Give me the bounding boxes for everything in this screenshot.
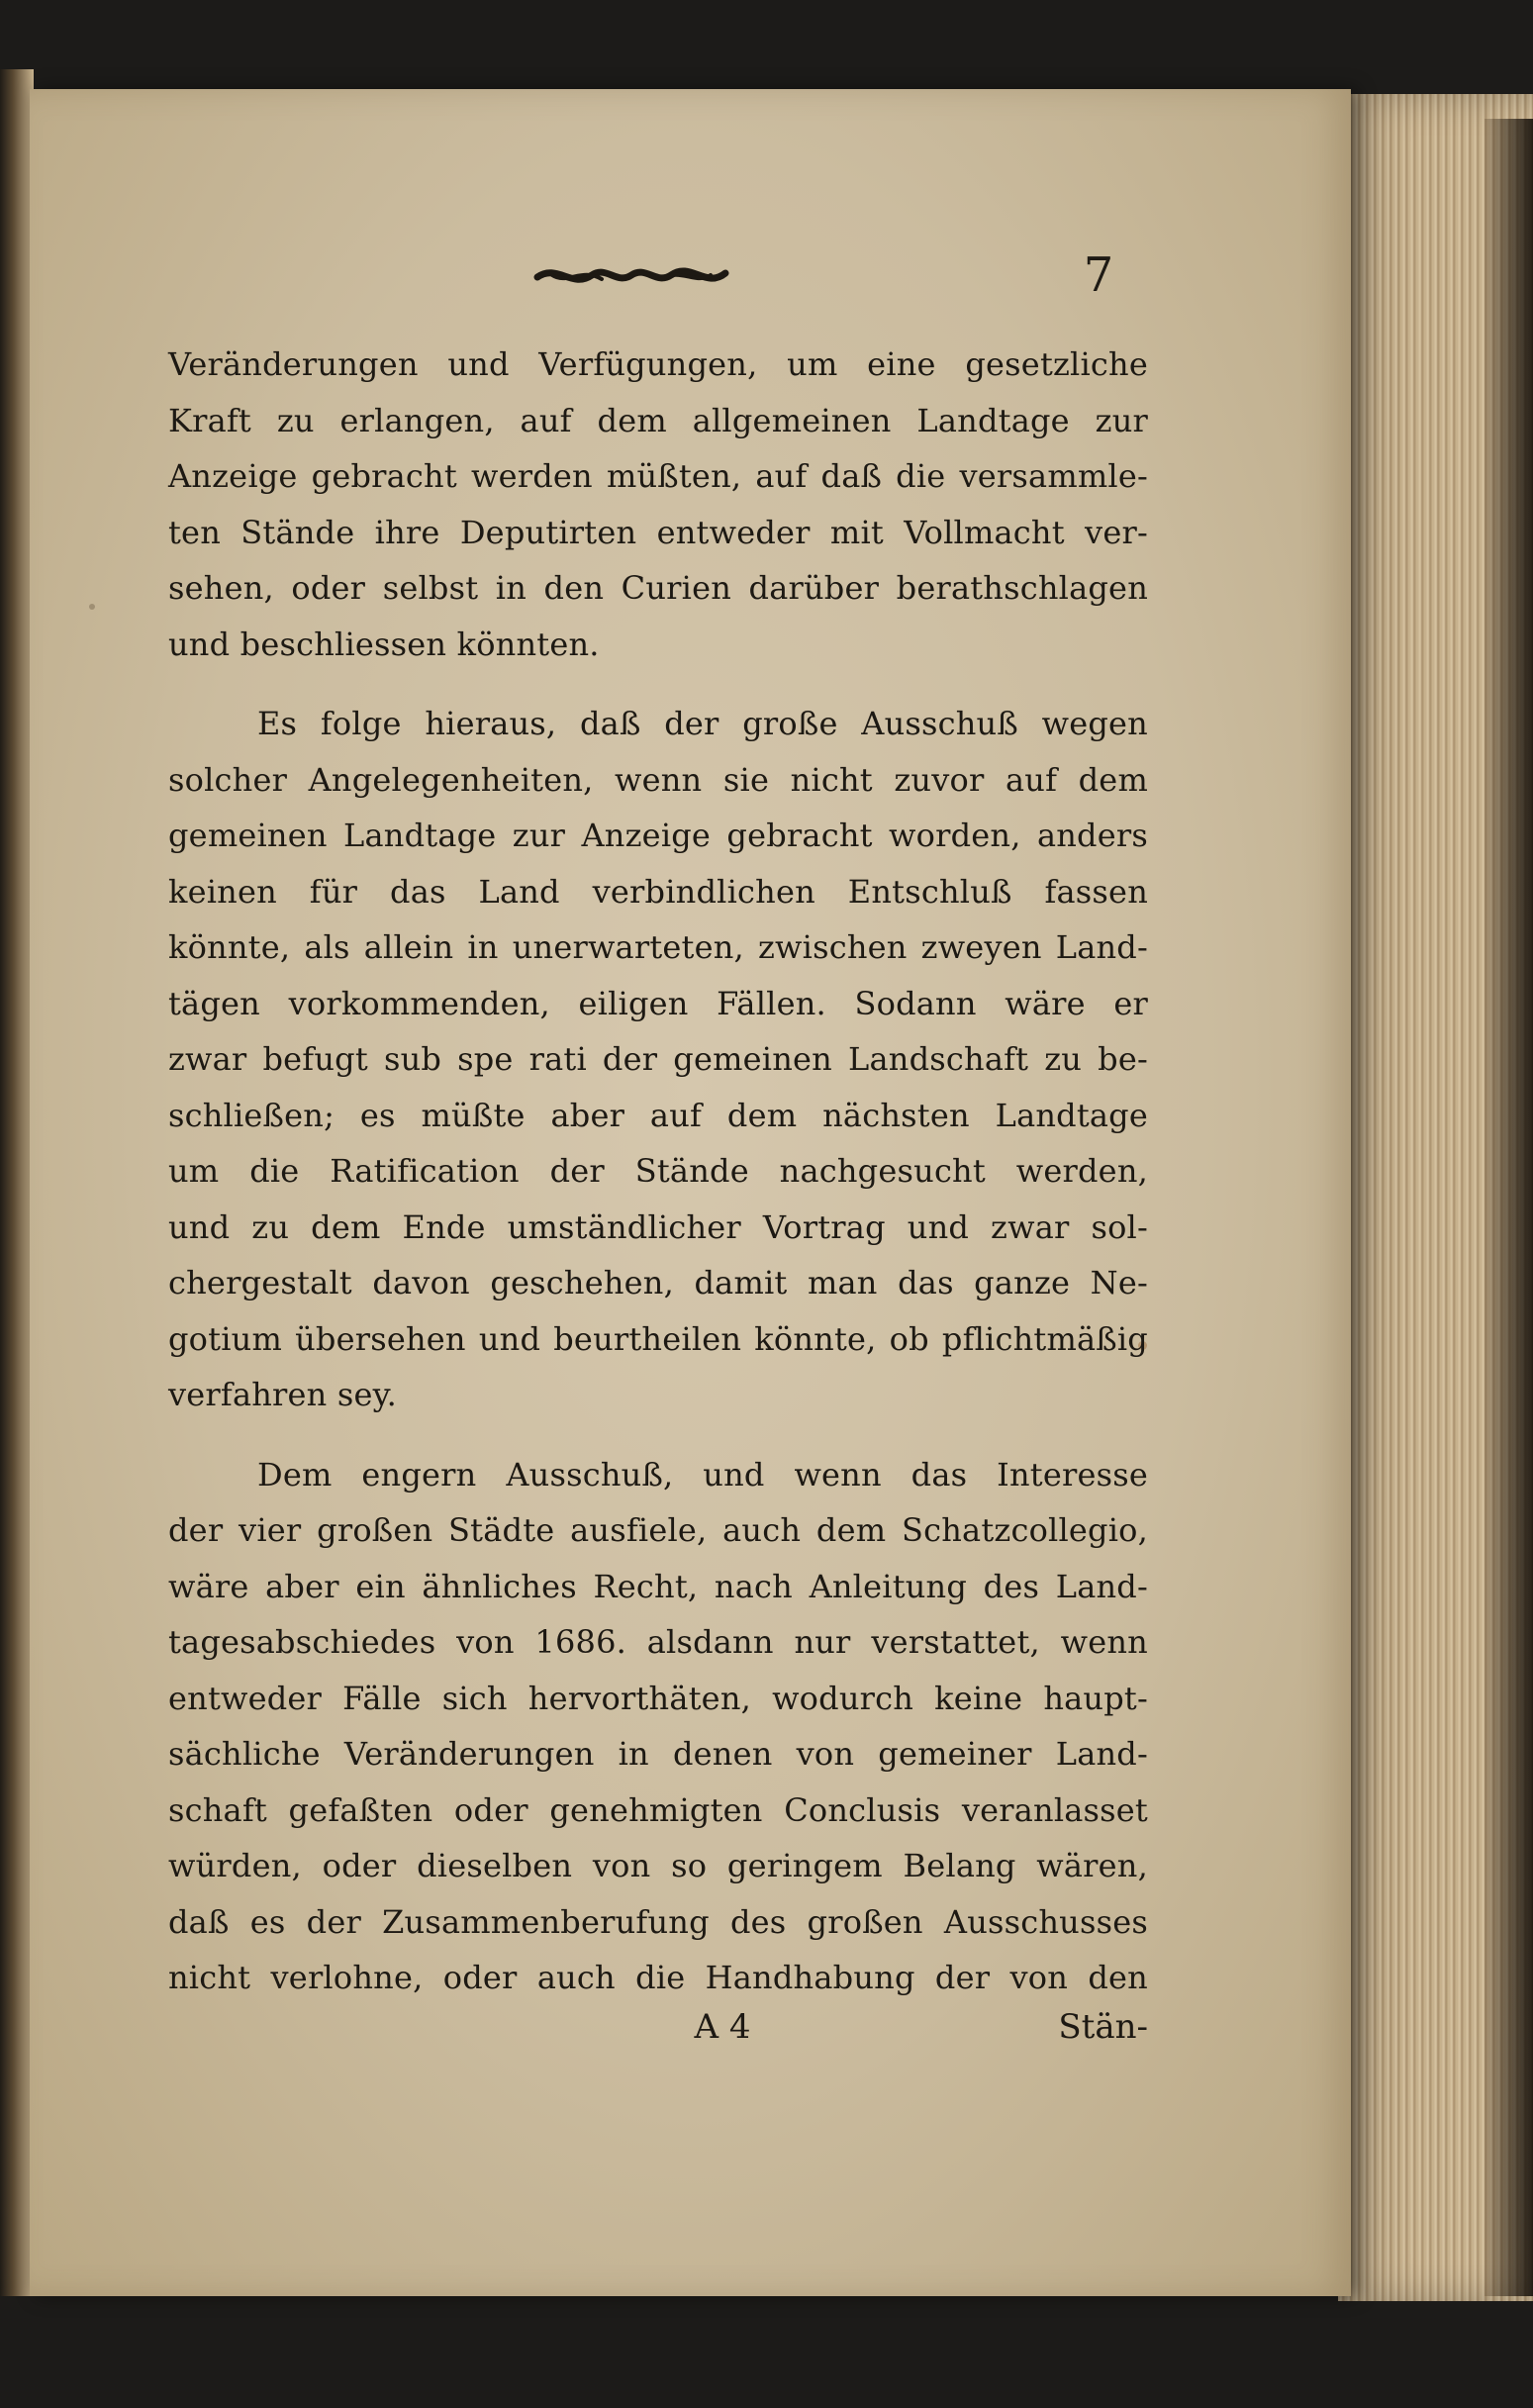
text-line: wäre aber ein ähnliches Recht, nach Anleitung des Land-: [168, 1567, 1148, 1605]
paragraph: [168, 1447, 1148, 2006]
text-line: keinen für das Land verbindlichen Entschluß fassen: [168, 872, 1148, 911]
text-line: Kraft zu erlangen, auf dem allgemeinen Landtage zur: [168, 401, 1148, 439]
paper-speck: [89, 604, 95, 610]
text-line: und beschliessen könnten.: [168, 625, 600, 663]
text-line: chergestalt davon geschehen, damit man das ganze Ne-: [168, 1264, 1148, 1301]
paragraph-gap: [168, 1423, 1148, 1447]
text-line: Anzeige gebracht werden müßten, auf daß die versammle-: [168, 457, 1148, 495]
page-number: 7: [1083, 247, 1114, 303]
header-ornament: [532, 255, 730, 295]
paragraph: [168, 337, 1148, 672]
text-line: der vier großen Städte ausfiele, auch dem Schatzcollegio,: [168, 1511, 1148, 1549]
text-line: entweder Fälle sich hervorthäten, wodurch keine haupt-: [168, 1679, 1148, 1717]
text-line: schaft gefaßten oder genehmigten Conclusis veranlasset: [168, 1790, 1148, 1829]
text-line: gemeinen Landtage zur Anzeige gebracht worden, anders: [168, 817, 1148, 854]
book-fore-edge-shadow: [1485, 119, 1533, 2296]
text-line: nicht verlohne, oder auch die Handhabung der von den: [168, 1959, 1148, 1996]
text-line: daß es der Zusammenberufung des großen Ausschusses: [168, 1902, 1148, 1941]
text-line: sehen, oder selbst in den Curien darüber berathschlagen: [168, 569, 1148, 607]
body-text: [168, 337, 1148, 2006]
text-line: verfahren sey.: [168, 1376, 398, 1413]
text-line: und zu dem Ende umständlicher Vortrag und zwar sol-: [168, 1207, 1148, 1246]
text-line: Dem engern Ausschuß, und wenn das Interesse: [257, 1455, 1148, 1493]
text-line: Veränderungen und Verfügungen, um eine gesetzliche: [168, 345, 1148, 383]
text-line: würden, oder dieselben von so geringem Belang wären,: [168, 1847, 1148, 1884]
text-line: sächliche Veränderungen in denen von gemeiner Land-: [168, 1735, 1148, 1773]
text-line: zwar befugt sub spe rati der gemeinen Landschaft zu be-: [168, 1040, 1148, 1078]
text-line: tagesabschiedes von 1686. alsdann nur verstattet, wenn: [168, 1623, 1148, 1661]
paragraph: [168, 696, 1148, 1423]
left-page-edge: [0, 69, 34, 2296]
text-line: um die Ratification der Stände nachgesucht werden,: [168, 1152, 1148, 1190]
page-footer: [168, 2007, 1148, 2063]
text-line: schließen; es müßte aber auf dem nächsten Landtage: [168, 1096, 1148, 1134]
text-line: ten Stände ihre Deputirten entweder mit Vollmacht ver-: [168, 513, 1148, 551]
text-line: gotium übersehen und beurtheilen könnte, ob pflichtmäßig: [168, 1319, 1148, 1358]
text-line: könnte, als allein in unerwarteten, zwischen zweyen Land-: [168, 928, 1148, 966]
catchword: Stän-: [1058, 2007, 1148, 2047]
paragraph-gap: [168, 672, 1148, 696]
signature-mark: A 4: [694, 2007, 751, 2047]
text-line: Es folge hieraus, daß der große Ausschuß wegen: [257, 705, 1148, 742]
text-line: solcher Angelegenheiten, wenn sie nicht zuvor auf dem: [168, 760, 1148, 799]
text-line: tägen vorkommenden, eiligen Fällen. Sodann wäre er: [168, 984, 1148, 1022]
